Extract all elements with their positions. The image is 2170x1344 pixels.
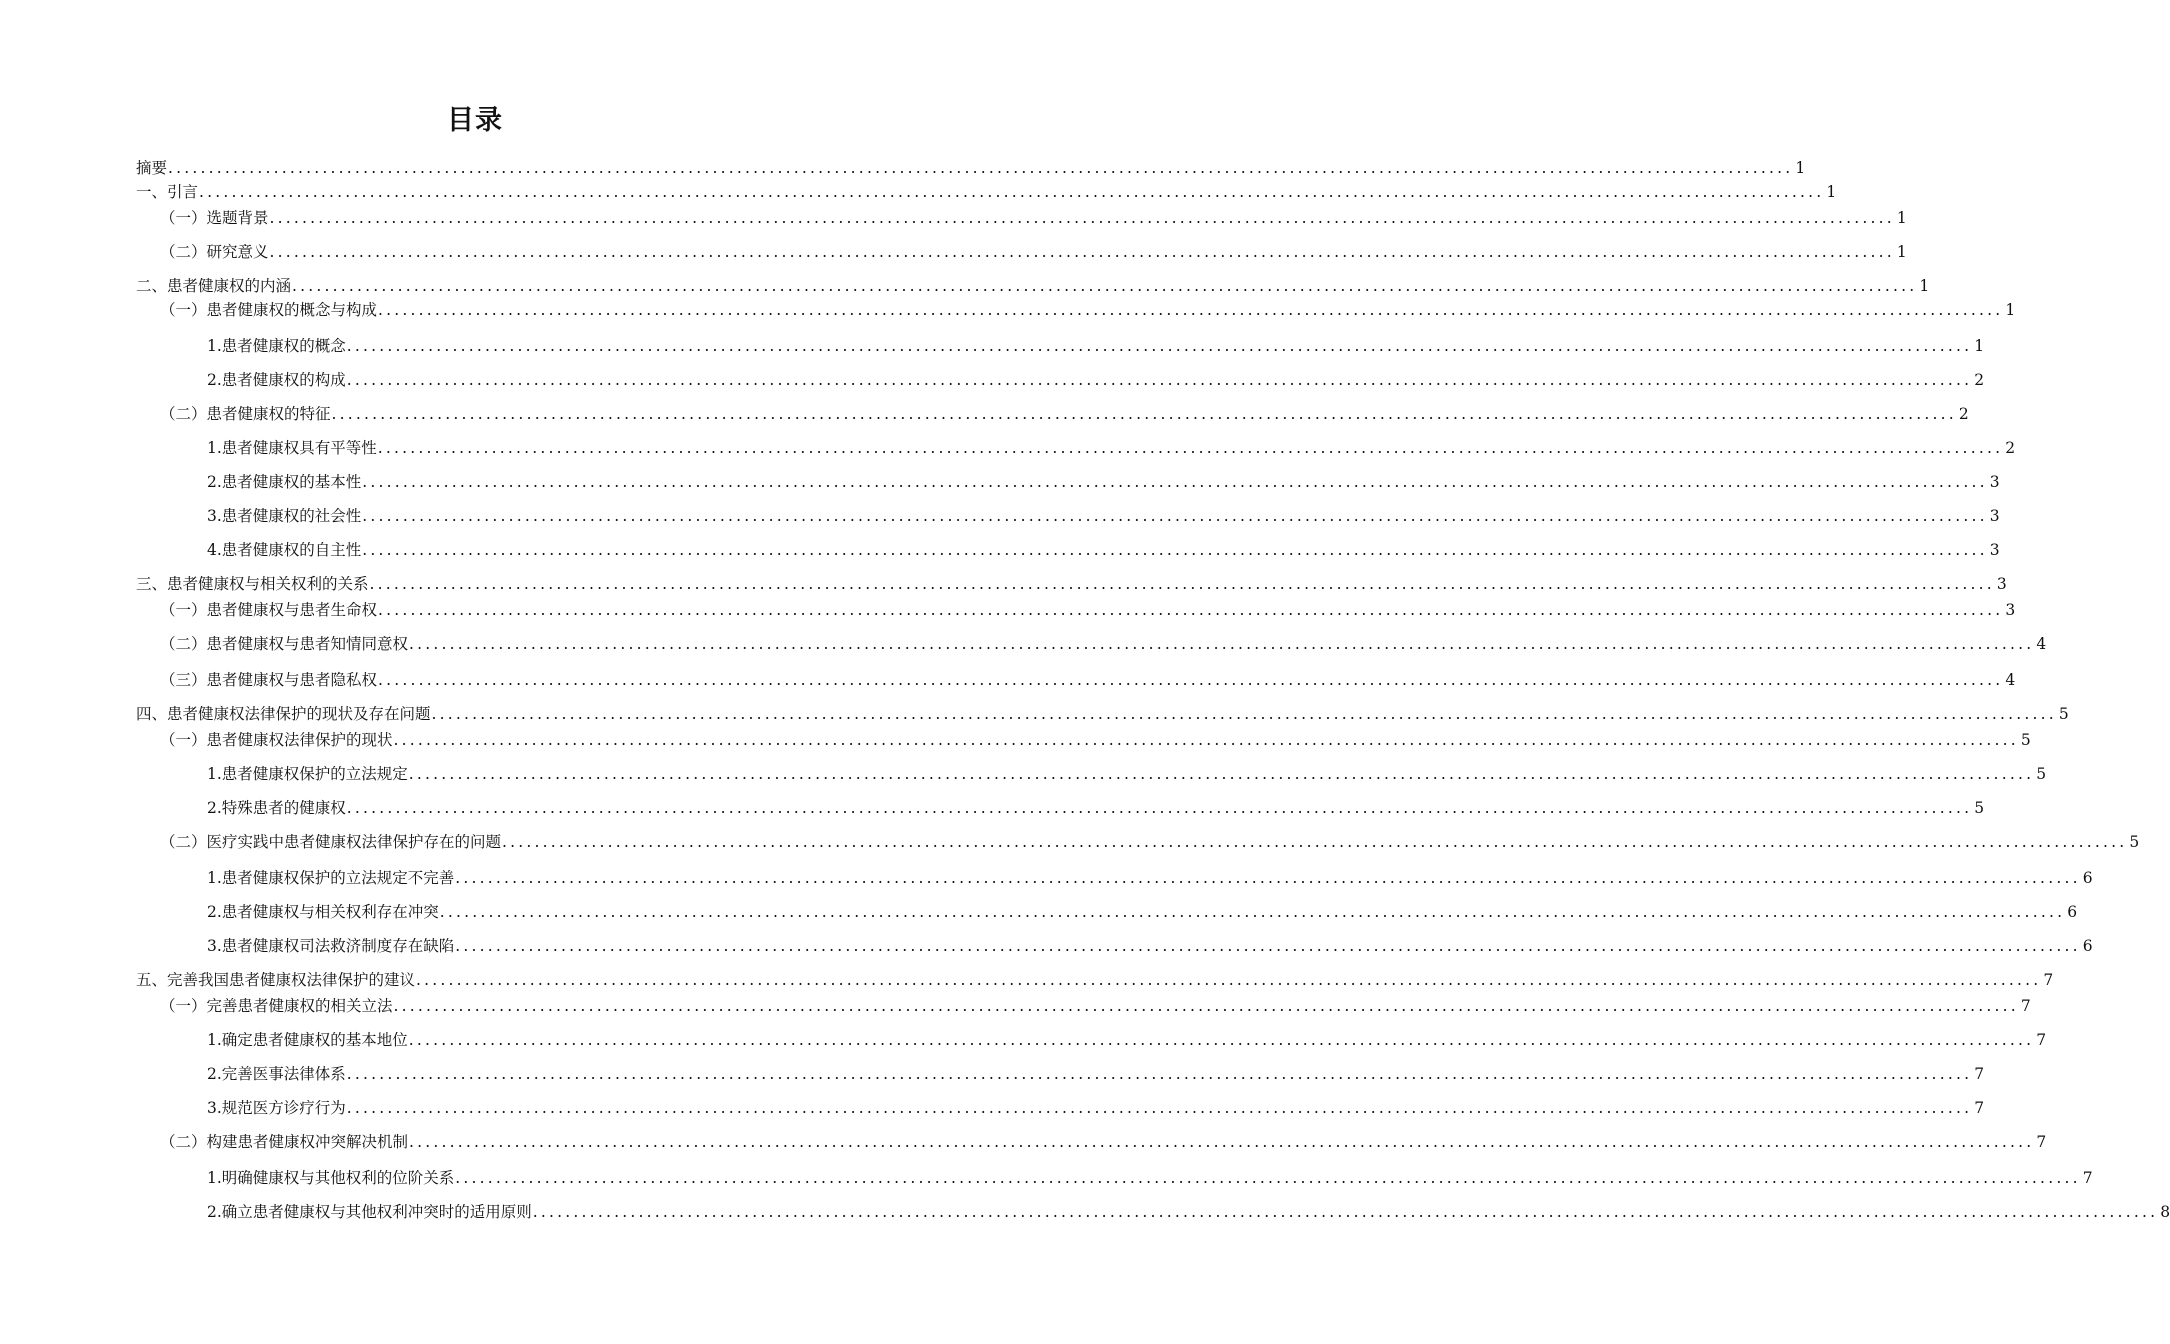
toc-dot-leader: ........................................................................................................................................................................................................ [378,301,2004,319]
toc-entry[interactable] [160,206,1907,230]
toc-entry-title: （一）患者健康权的概念与构成 [160,301,378,319]
toc-dot-leader: ........................................................................................................................................................................................................ [362,473,1988,491]
toc-dot-leader: ........................................................................................................................................................................................................ [408,1031,2035,1049]
toc-page-number: 5 [2020,731,2031,749]
toc-dot-leader: ........................................................................................................................................................................................................ [532,1203,2159,1221]
toc-entry[interactable] [160,830,2140,854]
toc-entry-title: （三）患者健康权与患者隐私权 [160,671,378,689]
toc-page-number: 5 [2036,765,2047,783]
toc-page-number: 3 [1996,575,2007,593]
toc-entry[interactable] [160,298,2016,322]
toc-entry-title: 2.患者健康权的构成 [207,371,346,389]
toc-entry[interactable] [160,1130,2047,1154]
toc-entry[interactable] [160,994,2031,1018]
toc-page-number: 8 [2160,1203,2170,1221]
toc-entry-title: 2.完善医事法律体系 [207,1065,346,1083]
toc-entry-title: 五、完善我国患者健康权法律保护的建议 [136,971,416,989]
toc-dot-leader: ........................................................................................................................................................................................................ [455,937,2081,955]
toc-page-number: 2 [1958,405,1969,423]
toc-page-number: 4 [2036,635,2047,653]
toc-entry[interactable] [207,504,2000,528]
toc-entry[interactable] [136,156,1806,180]
toc-entry[interactable] [160,668,2016,692]
toc-entry[interactable] [136,180,1837,204]
toc-page-number: 3 [1989,473,2000,491]
toc-entry-title: 3.规范医方诊疗行为 [207,1099,346,1117]
toc-entry[interactable] [207,1096,1985,1120]
toc-entry-title: 四、患者健康权法律保护的现状及存在问题 [136,705,431,723]
toc-entry-title: 2.特殊患者的健康权 [207,799,346,817]
toc-dot-leader: ........................................................................................................................................................................................................ [346,1099,1973,1117]
toc-entry-title: 1.患者健康权保护的立法规定不完善 [207,869,455,887]
toc-entry-title: 二、患者健康权的内涵 [136,277,292,295]
toc-page-number: 7 [2082,1169,2093,1187]
toc-dot-leader: ........................................................................................................................................................................................................ [502,833,2128,851]
toc-entry[interactable] [160,240,1907,264]
toc-entry-title: 摘要 [136,159,168,177]
toc-entry[interactable] [136,274,1930,298]
toc-entry-title: （一）患者健康权与患者生命权 [160,601,378,619]
toc-dot-leader: ........................................................................................................................................................................................................ [362,541,1988,559]
toc-page-number: 7 [2036,1133,2047,1151]
toc-entry[interactable] [207,470,2000,494]
toc-entry[interactable] [136,702,2069,726]
toc-dot-leader: ........................................................................................................................................................................................................ [393,997,2019,1015]
toc-page-number: 1 [1974,337,1985,355]
toc-entry-title: 3.患者健康权的社会性 [207,507,362,525]
toc-page-number: 6 [2082,937,2093,955]
toc-entry-title: （二）患者健康权的特征 [160,405,331,423]
toc-page-number: 1 [1896,243,1907,261]
toc-entry-title: 3.患者健康权司法救济制度存在缺陷 [207,937,455,955]
toc-page-number: 1 [2005,301,2016,319]
toc-page-number: 4 [2005,671,2016,689]
toc-page-number: 7 [2043,971,2054,989]
toc-dot-leader: ........................................................................................................................................................................................................ [416,971,2042,989]
toc-dot-leader: ........................................................................................................................................................................................................ [346,371,1973,389]
toc-entry[interactable] [207,934,2093,958]
toc-dot-leader: ........................................................................................................................................................................................................ [378,671,2004,689]
toc-dot-leader: ........................................................................................................................................................................................................ [168,159,1794,177]
toc-dot-leader: ........................................................................................................................................................................................................ [331,405,1957,423]
toc-page-number: 7 [1974,1065,1985,1083]
toc-entry[interactable] [160,632,2047,656]
toc-entry-title: 三、患者健康权与相关权利的关系 [136,575,369,593]
toc-page-number: 6 [2067,903,2078,921]
toc-dot-leader: ........................................................................................................................................................................................................ [269,209,1895,227]
toc-entry[interactable] [207,334,1985,358]
toc-entry[interactable] [160,598,2016,622]
toc-entry-title: 1.患者健康权具有平等性 [207,439,377,457]
toc-page-number: 7 [2020,997,2031,1015]
toc-dot-leader: ........................................................................................................................................................................................................ [455,869,2081,887]
toc-dot-leader: ........................................................................................................................................................................................................ [378,601,2004,619]
toc-page-number: 5 [2058,705,2069,723]
toc-entry-title: 一、引言 [136,183,199,201]
toc-entry-title: （二）医疗实践中患者健康权法律保护存在的问题 [160,833,502,851]
toc-entry[interactable] [136,968,2054,992]
toc-page-number: 7 [2036,1031,2047,1049]
toc-entry-title: （一）完善患者健康权的相关立法 [160,997,393,1015]
toc-entry[interactable] [207,436,2016,460]
toc-entry[interactable] [207,368,1985,392]
toc-entry-title: （一）患者健康权法律保护的现状 [160,731,393,749]
toc-page-number: 1 [1896,209,1907,227]
toc-entry-title: 2.患者健康权与相关权利存在冲突 [207,903,439,921]
toc-page-number: 3 [1989,507,2000,525]
toc-dot-leader: ........................................................................................................................................................................................................ [409,1133,2035,1151]
toc-entry-title: （一）选题背景 [160,209,269,227]
toc-entry-title: （二）构建患者健康权冲突解决机制 [160,1133,409,1151]
toc-entry-title: 2.确立患者健康权与其他权利冲突时的适用原则 [207,1203,532,1221]
toc-entry-title: 2.患者健康权的基本性 [207,473,362,491]
toc-page-number: 5 [2129,833,2140,851]
toc-page-number: 1 [1919,277,1930,295]
toc-entry[interactable] [207,1200,2170,1224]
toc-entry[interactable] [207,538,2000,562]
toc-page-number: 5 [1974,799,1985,817]
toc-dot-leader: ........................................................................................................................................................................................................ [346,1065,1973,1083]
toc-dot-leader: ........................................................................................................................................................................................................ [362,507,1988,525]
toc-entry[interactable] [207,866,2093,890]
toc-dot-leader: ........................................................................................................................................................................................................ [369,575,1995,593]
toc-entry-title: 1.患者健康权的概念 [207,337,346,355]
toc-dot-leader: ........................................................................................................................................................................................................ [393,731,2019,749]
page-title: 目录 [447,105,503,136]
toc-page-number: 3 [2005,601,2016,619]
toc-dot-leader: ........................................................................................................................................................................................................ [292,277,1918,295]
toc-entry-title: （二）患者健康权与患者知情同意权 [160,635,409,653]
toc-page-number: 7 [1974,1099,1985,1117]
toc-entry-title: 1.患者健康权保护的立法规定 [207,765,408,783]
toc-entry[interactable] [207,1062,1985,1086]
toc-dot-leader: ........................................................................................................................................................................................................ [346,337,1973,355]
toc-entry[interactable] [160,402,1969,426]
toc-entry[interactable] [207,762,2047,786]
toc-entry[interactable] [160,728,2031,752]
toc-dot-leader: ........................................................................................................................................................................................................ [346,799,1973,817]
toc-dot-leader: ........................................................................................................................................................................................................ [431,705,2057,723]
toc-entry[interactable] [136,572,2007,596]
toc-page-number: 6 [2082,869,2093,887]
toc-page-number: 2 [2005,439,2016,457]
toc-page-number: 2 [1974,371,1985,389]
toc-page-number: 1 [1826,183,1837,201]
toc-entry[interactable] [207,900,2078,924]
toc-entry-title: （二）研究意义 [160,243,269,261]
toc-entry[interactable] [207,1028,2047,1052]
toc-entry-title: 1.明确健康权与其他权利的位阶关系 [207,1169,455,1187]
toc-dot-leader: ........................................................................................................................................................................................................ [439,903,2066,921]
toc-entry-title: 4.患者健康权的自主性 [207,541,362,559]
toc-dot-leader: ........................................................................................................................................................................................................ [408,765,2035,783]
toc-entry[interactable] [207,1166,2093,1190]
toc-dot-leader: ........................................................................................................................................................................................................ [377,439,2004,457]
toc-entry[interactable] [207,796,1985,820]
toc-entry-title: 1.确定患者健康权的基本地位 [207,1031,408,1049]
toc-dot-leader: ........................................................................................................................................................................................................ [455,1169,2081,1187]
toc-dot-leader: ........................................................................................................................................................................................................ [269,243,1895,261]
toc-page-number: 1 [1795,159,1806,177]
toc-dot-leader: ........................................................................................................................................................................................................ [199,183,1825,201]
toc-page-number: 3 [1989,541,2000,559]
toc-dot-leader: ........................................................................................................................................................................................................ [409,635,2035,653]
